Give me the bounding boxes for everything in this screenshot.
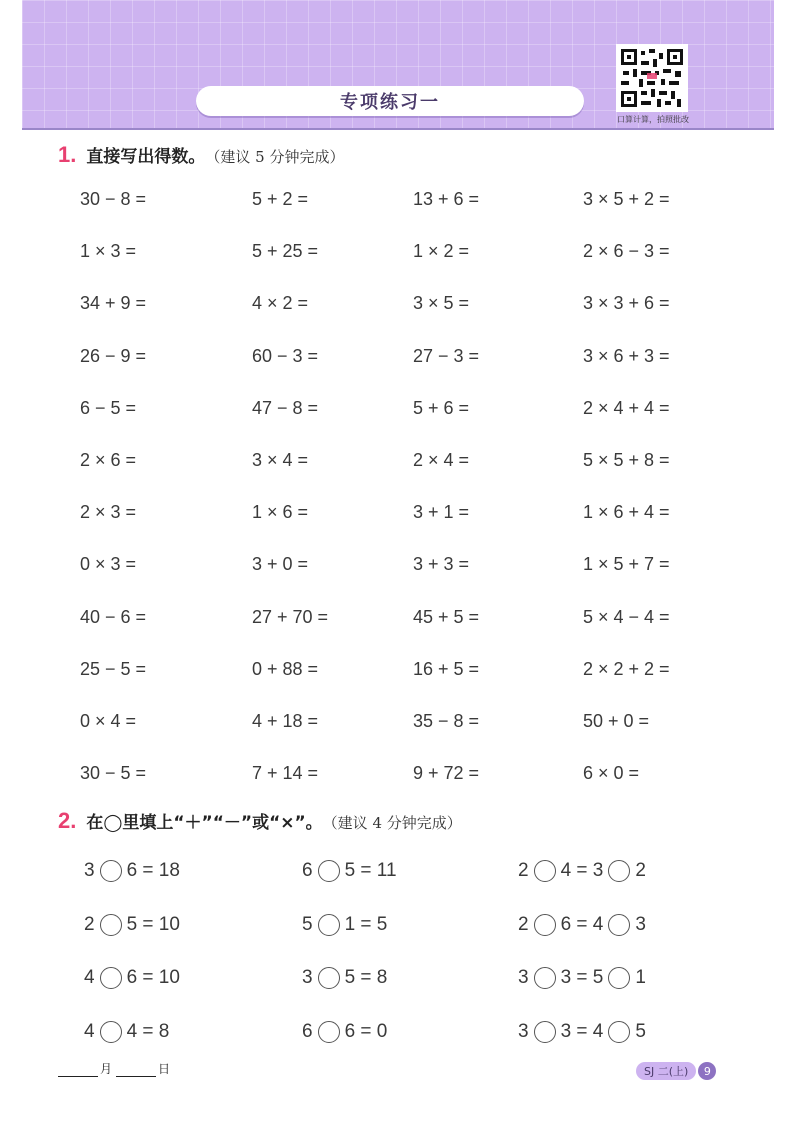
q2-term: 6 = 4 <box>560 913 604 935</box>
q1-problem: 6 × 0 = <box>583 763 640 784</box>
q2-term: 2 <box>84 913 95 935</box>
q2-term: 2 <box>635 860 646 881</box>
q1-problem: 25 − 5 = <box>80 658 147 679</box>
q2-problem <box>518 914 646 936</box>
q2-term: 2 <box>518 860 529 881</box>
q1-problem: 1 × 6 = <box>252 502 309 523</box>
q2-term: 1 <box>635 967 646 988</box>
operator-blank-circle[interactable] <box>318 860 340 882</box>
page-badge <box>636 1062 716 1080</box>
q1-problem: 3 + 1 = <box>413 502 470 523</box>
q1-problem: 16 + 5 = <box>413 658 480 679</box>
q2-problem <box>302 967 387 989</box>
q1-problem: 2 × 6 = <box>80 450 137 470</box>
q2-term: 1 = 5 <box>344 913 388 935</box>
q1-problem: 5 + 2 = <box>252 189 309 209</box>
q1-problem: 5 × 4 − 4 = <box>583 606 670 627</box>
q2-term: 3 <box>302 967 313 988</box>
q2-problem <box>84 967 180 989</box>
q1-problem: 3 × 3 + 6 = <box>583 293 670 314</box>
q2-term: 2 <box>518 913 529 935</box>
month-label: 月 <box>100 1062 113 1076</box>
q1-problem: 0 × 4 = <box>80 711 137 731</box>
q1-problem: 1 × 2 = <box>413 241 470 262</box>
q1-problem: 2 × 2 + 2 = <box>583 658 670 679</box>
q2-term: 3 <box>635 913 646 935</box>
q1-problem: 5 × 5 + 8 = <box>583 450 670 470</box>
q1-problem: 3 + 3 = <box>413 554 470 575</box>
q2-term: 6 <box>302 1020 313 1042</box>
q1-problem: 50 + 0 = <box>583 711 650 731</box>
q2-problem <box>302 914 387 936</box>
q2-term: 6 = 0 <box>344 1020 388 1042</box>
q2-term: 4 <box>84 967 95 988</box>
month-blank[interactable] <box>58 1064 98 1077</box>
q1-problem: 45 + 5 = <box>413 606 480 627</box>
q1-problem: 26 − 9 = <box>80 345 147 366</box>
q1-problem: 5 + 25 = <box>252 241 319 262</box>
q1-problem: 30 − 8 = <box>80 189 147 209</box>
q1-problem: 2 × 3 = <box>80 502 137 523</box>
question-2-note: （建议 4 分钟完成） <box>322 814 462 832</box>
q2-term: 3 <box>518 967 529 988</box>
q1-problem: 4 × 2 = <box>252 293 309 314</box>
q1-problem: 3 × 4 = <box>252 450 309 470</box>
q1-problem: 7 + 14 = <box>252 763 319 784</box>
operator-blank-circle[interactable] <box>534 967 556 989</box>
question-1-heading <box>58 142 344 168</box>
q1-problem: 2 × 6 − 3 = <box>583 241 670 262</box>
q2-term: 4 = 8 <box>126 1020 170 1042</box>
q1-problem: 2 × 4 + 4 = <box>583 397 670 418</box>
operator-blank-circle[interactable] <box>318 914 340 936</box>
operator-blank-circle[interactable] <box>534 1021 556 1043</box>
q2-term: 4 = 3 <box>560 860 604 881</box>
q2-problem <box>518 860 646 882</box>
question-1-note: （建议 5 分钟完成） <box>205 148 345 166</box>
q2-term: 5 <box>635 1020 646 1042</box>
q1-problem: 60 − 3 = <box>252 345 319 366</box>
question-1-number: 1. <box>58 142 77 167</box>
q1-problem: 1 × 5 + 7 = <box>583 554 670 575</box>
q1-problem: 1 × 3 = <box>80 241 137 262</box>
q2-problem <box>302 860 397 882</box>
q1-problem: 6 − 5 = <box>80 397 137 418</box>
question-1-text: 直接写出得数。 <box>86 147 206 167</box>
q2-problem <box>84 1021 169 1043</box>
q1-problem: 4 + 18 = <box>252 711 319 731</box>
q2-term: 3 = 5 <box>560 967 604 988</box>
question-2-text: 在◯里填上“＋”“－”或“×”。 <box>86 813 323 833</box>
q1-problem: 9 + 72 = <box>413 763 480 784</box>
operator-blank-circle[interactable] <box>608 1021 630 1043</box>
operator-blank-circle[interactable] <box>100 860 122 882</box>
q2-term: 5 = 10 <box>126 913 180 935</box>
q1-problem: 5 + 6 = <box>413 397 470 418</box>
q1-problem: 3 × 6 + 3 = <box>583 345 670 366</box>
q2-term: 6 = 10 <box>126 967 180 988</box>
qr-code-icon[interactable] <box>616 44 688 112</box>
operator-blank-circle[interactable] <box>318 967 340 989</box>
q2-term: 4 <box>84 1020 95 1042</box>
q1-problem: 47 − 8 = <box>252 397 319 418</box>
operator-blank-circle[interactable] <box>318 1021 340 1043</box>
operator-blank-circle[interactable] <box>100 1021 122 1043</box>
day-label: 日 <box>158 1062 171 1076</box>
q1-problem: 13 + 6 = <box>413 189 480 209</box>
q2-term: 6 = 18 <box>126 860 180 881</box>
book-tag: SJ 二(上) <box>636 1062 696 1080</box>
q1-problem: 35 − 8 = <box>413 711 480 731</box>
q2-term: 5 = 8 <box>344 967 388 988</box>
q2-term: 5 = 11 <box>344 860 397 881</box>
operator-blank-circle[interactable] <box>100 967 122 989</box>
q2-problem <box>518 967 646 989</box>
operator-blank-circle[interactable] <box>608 914 630 936</box>
operator-blank-circle[interactable] <box>100 914 122 936</box>
q1-problem: 3 × 5 = <box>413 293 470 314</box>
q1-problem: 0 + 88 = <box>252 658 319 679</box>
question-2-number: 2. <box>58 808 77 833</box>
q2-term: 3 <box>84 860 95 881</box>
operator-blank-circle[interactable] <box>534 914 556 936</box>
q1-problem: 0 × 3 = <box>80 554 137 575</box>
q1-problem: 30 − 5 = <box>80 763 147 784</box>
qr-caption: 口算计算，拍照批改 <box>617 115 689 124</box>
day-blank[interactable] <box>116 1064 156 1077</box>
q2-term: 3 <box>518 1020 529 1042</box>
q1-problem: 34 + 9 = <box>80 293 147 314</box>
q1-problem: 27 − 3 = <box>413 345 480 366</box>
q1-problem: 2 × 4 = <box>413 450 470 470</box>
q2-problem <box>518 1021 646 1043</box>
q1-problem: 1 × 6 + 4 = <box>583 502 670 523</box>
page-title: 专项练习一 <box>340 92 440 113</box>
question-2-heading <box>58 808 462 834</box>
q1-problem: 3 + 0 = <box>252 554 309 575</box>
date-line <box>58 1060 170 1077</box>
page-number: 9 <box>698 1062 716 1080</box>
q2-problem <box>302 1021 387 1043</box>
q1-problem: 3 × 5 + 2 = <box>583 189 670 209</box>
q1-problem: 40 − 6 = <box>80 606 147 627</box>
operator-blank-circle[interactable] <box>608 860 630 882</box>
q2-term: 3 = 4 <box>560 1020 604 1042</box>
title-pill <box>196 86 584 116</box>
q2-problem <box>84 914 180 936</box>
operator-blank-circle[interactable] <box>608 967 630 989</box>
q2-problem <box>84 860 180 882</box>
q2-term: 5 <box>302 913 313 935</box>
q1-problem: 27 + 70 = <box>252 606 329 627</box>
operator-blank-circle[interactable] <box>534 860 556 882</box>
q2-term: 6 <box>302 860 313 881</box>
